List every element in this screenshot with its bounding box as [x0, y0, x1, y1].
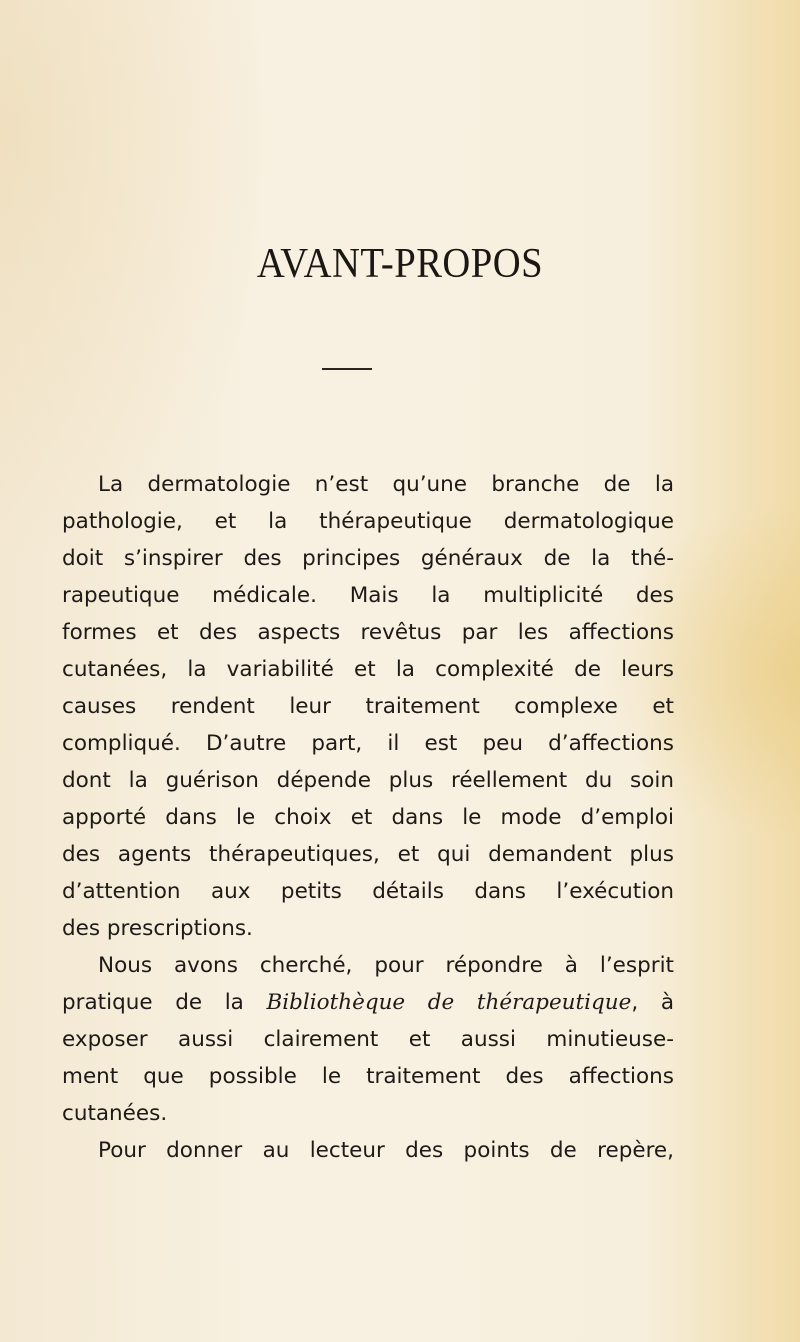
- text-line: apporté dans le choix et dans le mode d’emploi: [62, 805, 674, 830]
- title-divider: [322, 368, 372, 370]
- text-line: des agents thérapeutiques, et qui demandent plus: [62, 842, 674, 867]
- text-line: doit s’inspirer des principes généraux de la thé-: [62, 546, 674, 571]
- text-line: des prescriptions.: [62, 916, 253, 941]
- text-line: compliqué. D’autre part, il est peu d’affections: [62, 731, 674, 756]
- text-line: cutanées.: [62, 1101, 168, 1126]
- text-line: causes rendent leur traitement complexe et: [62, 694, 674, 719]
- text-line: d’attention aux petits détails dans l’exécution: [62, 879, 674, 904]
- text-line: ment que possible le traitement des affections: [62, 1064, 674, 1089]
- text-line: formes et des aspects revêtus par les affections: [62, 620, 674, 645]
- foreword-text: [62, 466, 674, 1169]
- text-line: La dermatologie n’est qu’une branche de la: [98, 472, 674, 497]
- text-line: Nous avons cherché, pour répondre à l’esprit: [98, 953, 674, 978]
- book-title-italic: Bibliothèque de thérapeutique: [266, 990, 632, 1015]
- text-line: exposer aussi clairement et aussi minutieuse-: [62, 1027, 674, 1052]
- page-title: AVANT-PROPOS: [256, 241, 544, 287]
- text-segment: pratique de la: [62, 990, 267, 1015]
- text-line: dont la guérison dépende plus réellement du soin: [62, 768, 674, 793]
- text-segment: , à: [631, 990, 675, 1015]
- text-line: [62, 984, 674, 1021]
- text-line: Pour donner au lecteur des points de repère,: [98, 1138, 674, 1163]
- text-line: rapeutique médicale. Mais la multiplicité des: [62, 583, 674, 608]
- text-line: pathologie, et la thérapeutique dermatologique: [62, 509, 674, 534]
- text-line: cutanées, la variabilité et la complexité de leurs: [62, 657, 674, 682]
